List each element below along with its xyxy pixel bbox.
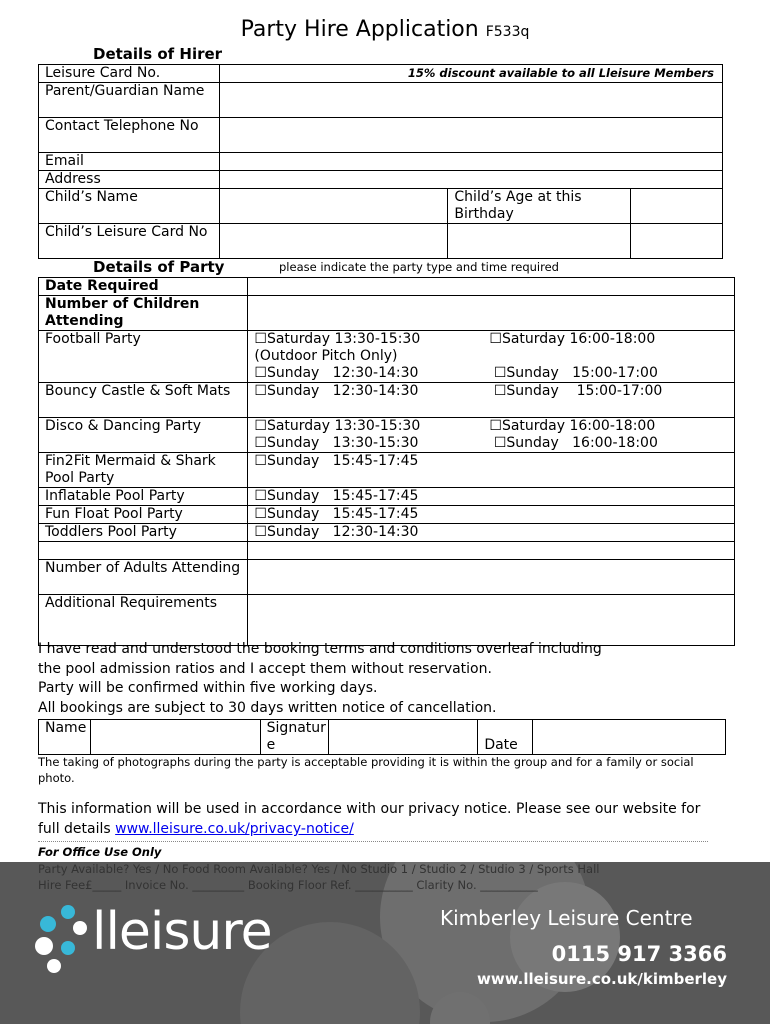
disco-options-2[interactable]: ☐Saturday 16:00-18:00 ☐Sunday 16:00-18:00 — [489, 418, 658, 451]
child-age-field[interactable] — [631, 189, 723, 224]
funfloat-options[interactable]: ☐Sunday 15:45-17:45 — [248, 506, 735, 524]
party-type-disco: Disco & Dancing Party — [39, 418, 248, 453]
party-heading: Details of Party — [93, 258, 225, 276]
privacy-notice — [38, 799, 718, 839]
logo-dots-icon — [34, 902, 94, 982]
declaration-line: Party will be confirmed within five working days. — [38, 680, 378, 696]
form-title: Party Hire Application — [240, 17, 479, 42]
disco-options-1[interactable]: ☐Saturday 13:30-15:30 ☐Sunday 13:30-15:30 — [254, 418, 421, 451]
hirer-table — [38, 64, 723, 259]
child-name-field[interactable] — [219, 189, 448, 224]
party-instruction: please indicate the party type and time required — [279, 260, 559, 274]
party-type-funfloat: Fun Float Pool Party — [39, 506, 248, 524]
additional-field[interactable] — [248, 595, 735, 646]
party-table — [38, 277, 735, 646]
centre-website[interactable]: www.lleisure.co.uk/kimberley — [477, 970, 727, 988]
party-type-bouncy: Bouncy Castle & Soft Mats — [39, 383, 248, 418]
declaration-line: All bookings are subject to 30 days written notice of cancellation. — [38, 699, 497, 716]
form-code: F533q — [485, 24, 530, 40]
date-required-label: Date Required — [39, 278, 248, 296]
child-card-label: Child’s Leisure Card No — [39, 224, 220, 259]
email-field[interactable] — [219, 153, 722, 171]
num-children-field[interactable] — [248, 296, 735, 331]
hirer-heading: Details of Hirer — [93, 45, 223, 63]
party-type-football: Football Party — [39, 331, 248, 383]
telephone-field[interactable] — [219, 118, 722, 153]
party-type-fin2fit: Fin2Fit Mermaid & Shark Pool Party — [39, 453, 248, 488]
date-label: Date — [478, 720, 533, 755]
office-line: Party Available? Yes / No Food Room Available? Yes / No Studio 1 / Studio 2 / Studio 3 / Sports Hall — [38, 861, 600, 876]
blank-row-label — [39, 542, 248, 560]
parent-label: Parent/Guardian Name — [39, 83, 220, 118]
address-label: Address — [39, 171, 220, 189]
additional-label: Additional Requirements — [39, 595, 248, 646]
declaration-line: I have read and understood the booking terms and conditions overleaf including — [38, 641, 602, 657]
date-required-field[interactable] — [248, 278, 735, 296]
football-options-1[interactable]: ☐Saturday 13:30-15:30 (Outdoor Pitch Only) ☐Sunday 12:30-14:30 — [254, 331, 421, 381]
num-children-label: Number of Children Attending — [39, 296, 248, 331]
office-use — [38, 844, 728, 894]
office-heading: For Office Use Only — [38, 845, 162, 859]
declaration-line: the pool admission ratios and I accept them without reservation. — [38, 660, 492, 677]
signature-table — [38, 719, 726, 755]
name-field[interactable] — [90, 720, 260, 755]
num-adults-field[interactable] — [248, 560, 735, 595]
page-title — [0, 17, 770, 42]
telephone-label: Contact Telephone No — [39, 118, 220, 153]
child-card-extra-field-2[interactable] — [631, 224, 723, 259]
email-label: Email — [39, 153, 220, 171]
child-card-field[interactable] — [219, 224, 448, 259]
bouncy-options-2[interactable]: ☐Sunday 15:00-17:00 — [489, 383, 663, 399]
leisure-card-label: Leisure Card No. — [39, 65, 220, 83]
discount-note[interactable]: 15% discount available to all Lleisure Members — [219, 65, 722, 83]
party-type-toddlers: Toddlers Pool Party — [39, 524, 248, 542]
address-field[interactable] — [219, 171, 722, 189]
child-age-label: Child’s Age at this Birthday — [448, 189, 631, 224]
inflatable-options[interactable]: ☐Sunday 15:45-17:45 — [248, 488, 735, 506]
privacy-link[interactable]: www.lleisure.co.uk/privacy-notice/ — [115, 821, 354, 837]
date-field[interactable] — [533, 720, 726, 755]
party-type-inflatable: Inflatable Pool Party — [39, 488, 248, 506]
centre-phone: 0115 917 3366 — [551, 942, 727, 966]
child-name-label: Child’s Name — [39, 189, 220, 224]
bouncy-options-1[interactable]: ☐Sunday 12:30-14:30 — [254, 383, 419, 399]
photo-note: The taking of photographs during the party is acceptable providing it is within the group and for a family or social photo. — [38, 755, 694, 785]
fin2fit-options[interactable]: ☐Sunday 15:45-17:45 — [248, 453, 735, 488]
logo-text: lleisure — [92, 902, 272, 962]
signature-field[interactable] — [328, 720, 478, 755]
child-card-extra-field[interactable] — [448, 224, 631, 259]
declaration — [38, 640, 602, 718]
signature-label: Signature — [260, 720, 328, 755]
centre-name: Kimberley Leisure Centre — [440, 906, 693, 930]
num-adults-label: Number of Adults Attending — [39, 560, 248, 595]
toddlers-options[interactable]: ☐Sunday 12:30-14:30 — [248, 524, 735, 542]
name-label: Name — [39, 720, 91, 755]
privacy-text: This information will be used in accordance with our privacy notice. Please see our website for full details — [38, 801, 701, 837]
blank-row-field[interactable] — [248, 542, 735, 560]
divider — [38, 841, 708, 842]
office-line: Hire Fee£_____ Invoice No. _________ Booking Floor Ref. __________ Clarity No. __________ — [38, 878, 538, 892]
parent-field[interactable] — [219, 83, 722, 118]
football-options-2[interactable]: ☐Saturday 16:00-18:00 ☐Sunday 15:00-17:00 — [489, 331, 658, 381]
